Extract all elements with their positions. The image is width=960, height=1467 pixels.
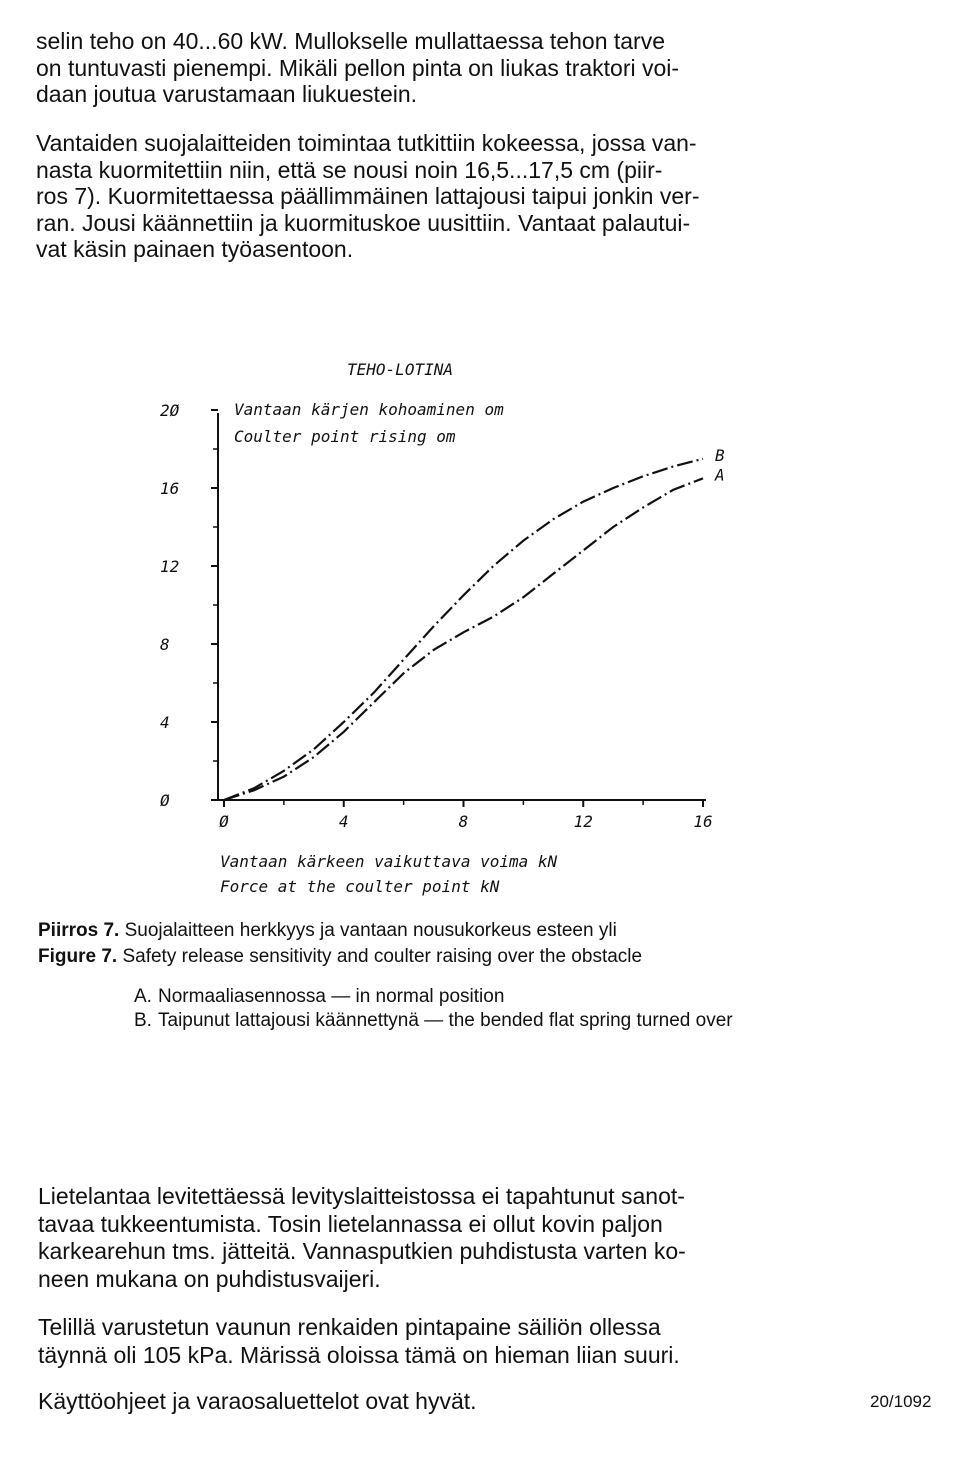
figure-7	[140, 345, 740, 905]
page-number: 20/1092	[870, 1392, 932, 1411]
x-tick-label: Ø	[219, 812, 229, 831]
caption-fi: Piirros 7. Suojalaitteen herkkyys ja vantaan nousukorkeus esteen yli	[38, 920, 617, 941]
y-tick-label: Ø	[160, 791, 170, 810]
chart-title: TEHO-LOTINA	[347, 360, 453, 379]
note-a: A. Normaaliasennossa — in normal position	[134, 986, 505, 1007]
y-axis-label-en: Coulter point rising om	[234, 427, 456, 446]
note-b: B. Taipunut lattajousi käännettynä — the bended flat spring turned over	[134, 1010, 733, 1031]
x-tick-label: 8	[458, 812, 469, 831]
slurry-paragraph: Lietelantaa levitettäessä levityslaitteistossa ei tapahtunut sanot- tavaa tukkeentumista. Tosin lietelannassa ei ollut kovin paljon karkearehun tms. jätteitä. Vannasputkien puhdistusta varten ko- neen mukana on puhdistusvaijeri.	[38, 1183, 686, 1292]
x-axis-label-fi: Vantaan kärkeen vaikuttava voima kN	[220, 852, 558, 871]
y-axis-label-fi: Vantaan kärjen kohoaminen om	[234, 400, 504, 419]
series-line-a	[224, 478, 703, 800]
series-label-b: B	[715, 445, 725, 465]
x-tick-label: 12	[573, 812, 593, 831]
y-tick-label: 8	[160, 635, 170, 654]
y-tick-label: 2Ø	[160, 401, 180, 420]
y-tick-label: 16	[160, 479, 180, 498]
coulter-rise-chart	[140, 345, 740, 905]
curve-notes	[134, 985, 834, 1033]
series-line-b	[224, 459, 703, 800]
y-tick-label: 12	[160, 557, 180, 576]
tyre-pressure-paragraph: Telillä varustetun vaunun renkaiden pintapaine säiliön ollessa täynnä oli 105 kPa. Märissä oloissa tämä on hieman liian suuri.	[38, 1314, 680, 1368]
x-tick-label: 16	[693, 812, 713, 831]
intro-paragraph: selin teho on 40...60 kW. Mullokselle mullattaessa tehon tarve on tuntuvasti pienempi. Mikäli pellon pinta on liukas traktori voi- daan joutua varustamaan liukuestein.	[36, 28, 680, 108]
y-tick-label: 4	[160, 713, 170, 732]
caption-en: Figure 7. Safety release sensitivity and coulter raising over the obstacle	[38, 946, 643, 967]
figure-caption	[38, 918, 918, 970]
series-label-a: A	[715, 465, 725, 485]
x-axis-label-en: Force at the coulter point kN	[220, 877, 500, 896]
x-tick-label: 4	[338, 812, 349, 831]
test-description-paragraph: Vantaiden suojalaitteiden toimintaa tutkittiin kokeessa, jossa van- nasta kuormitettiin niin, että se nousi noin 16,5...17,5 cm (piir- ros 7). Kuormitettaessa päällimmäinen lattajousi taipui jonkin ver- ran. Jousi käännettiin ja kuormituskoe uusittiin. Vantaat palautui- vat käsin painaen työasentoon.	[36, 130, 700, 263]
manuals-paragraph: Käyttöohjeet ja varaosaluettelot ovat hyvät.	[38, 1388, 477, 1414]
